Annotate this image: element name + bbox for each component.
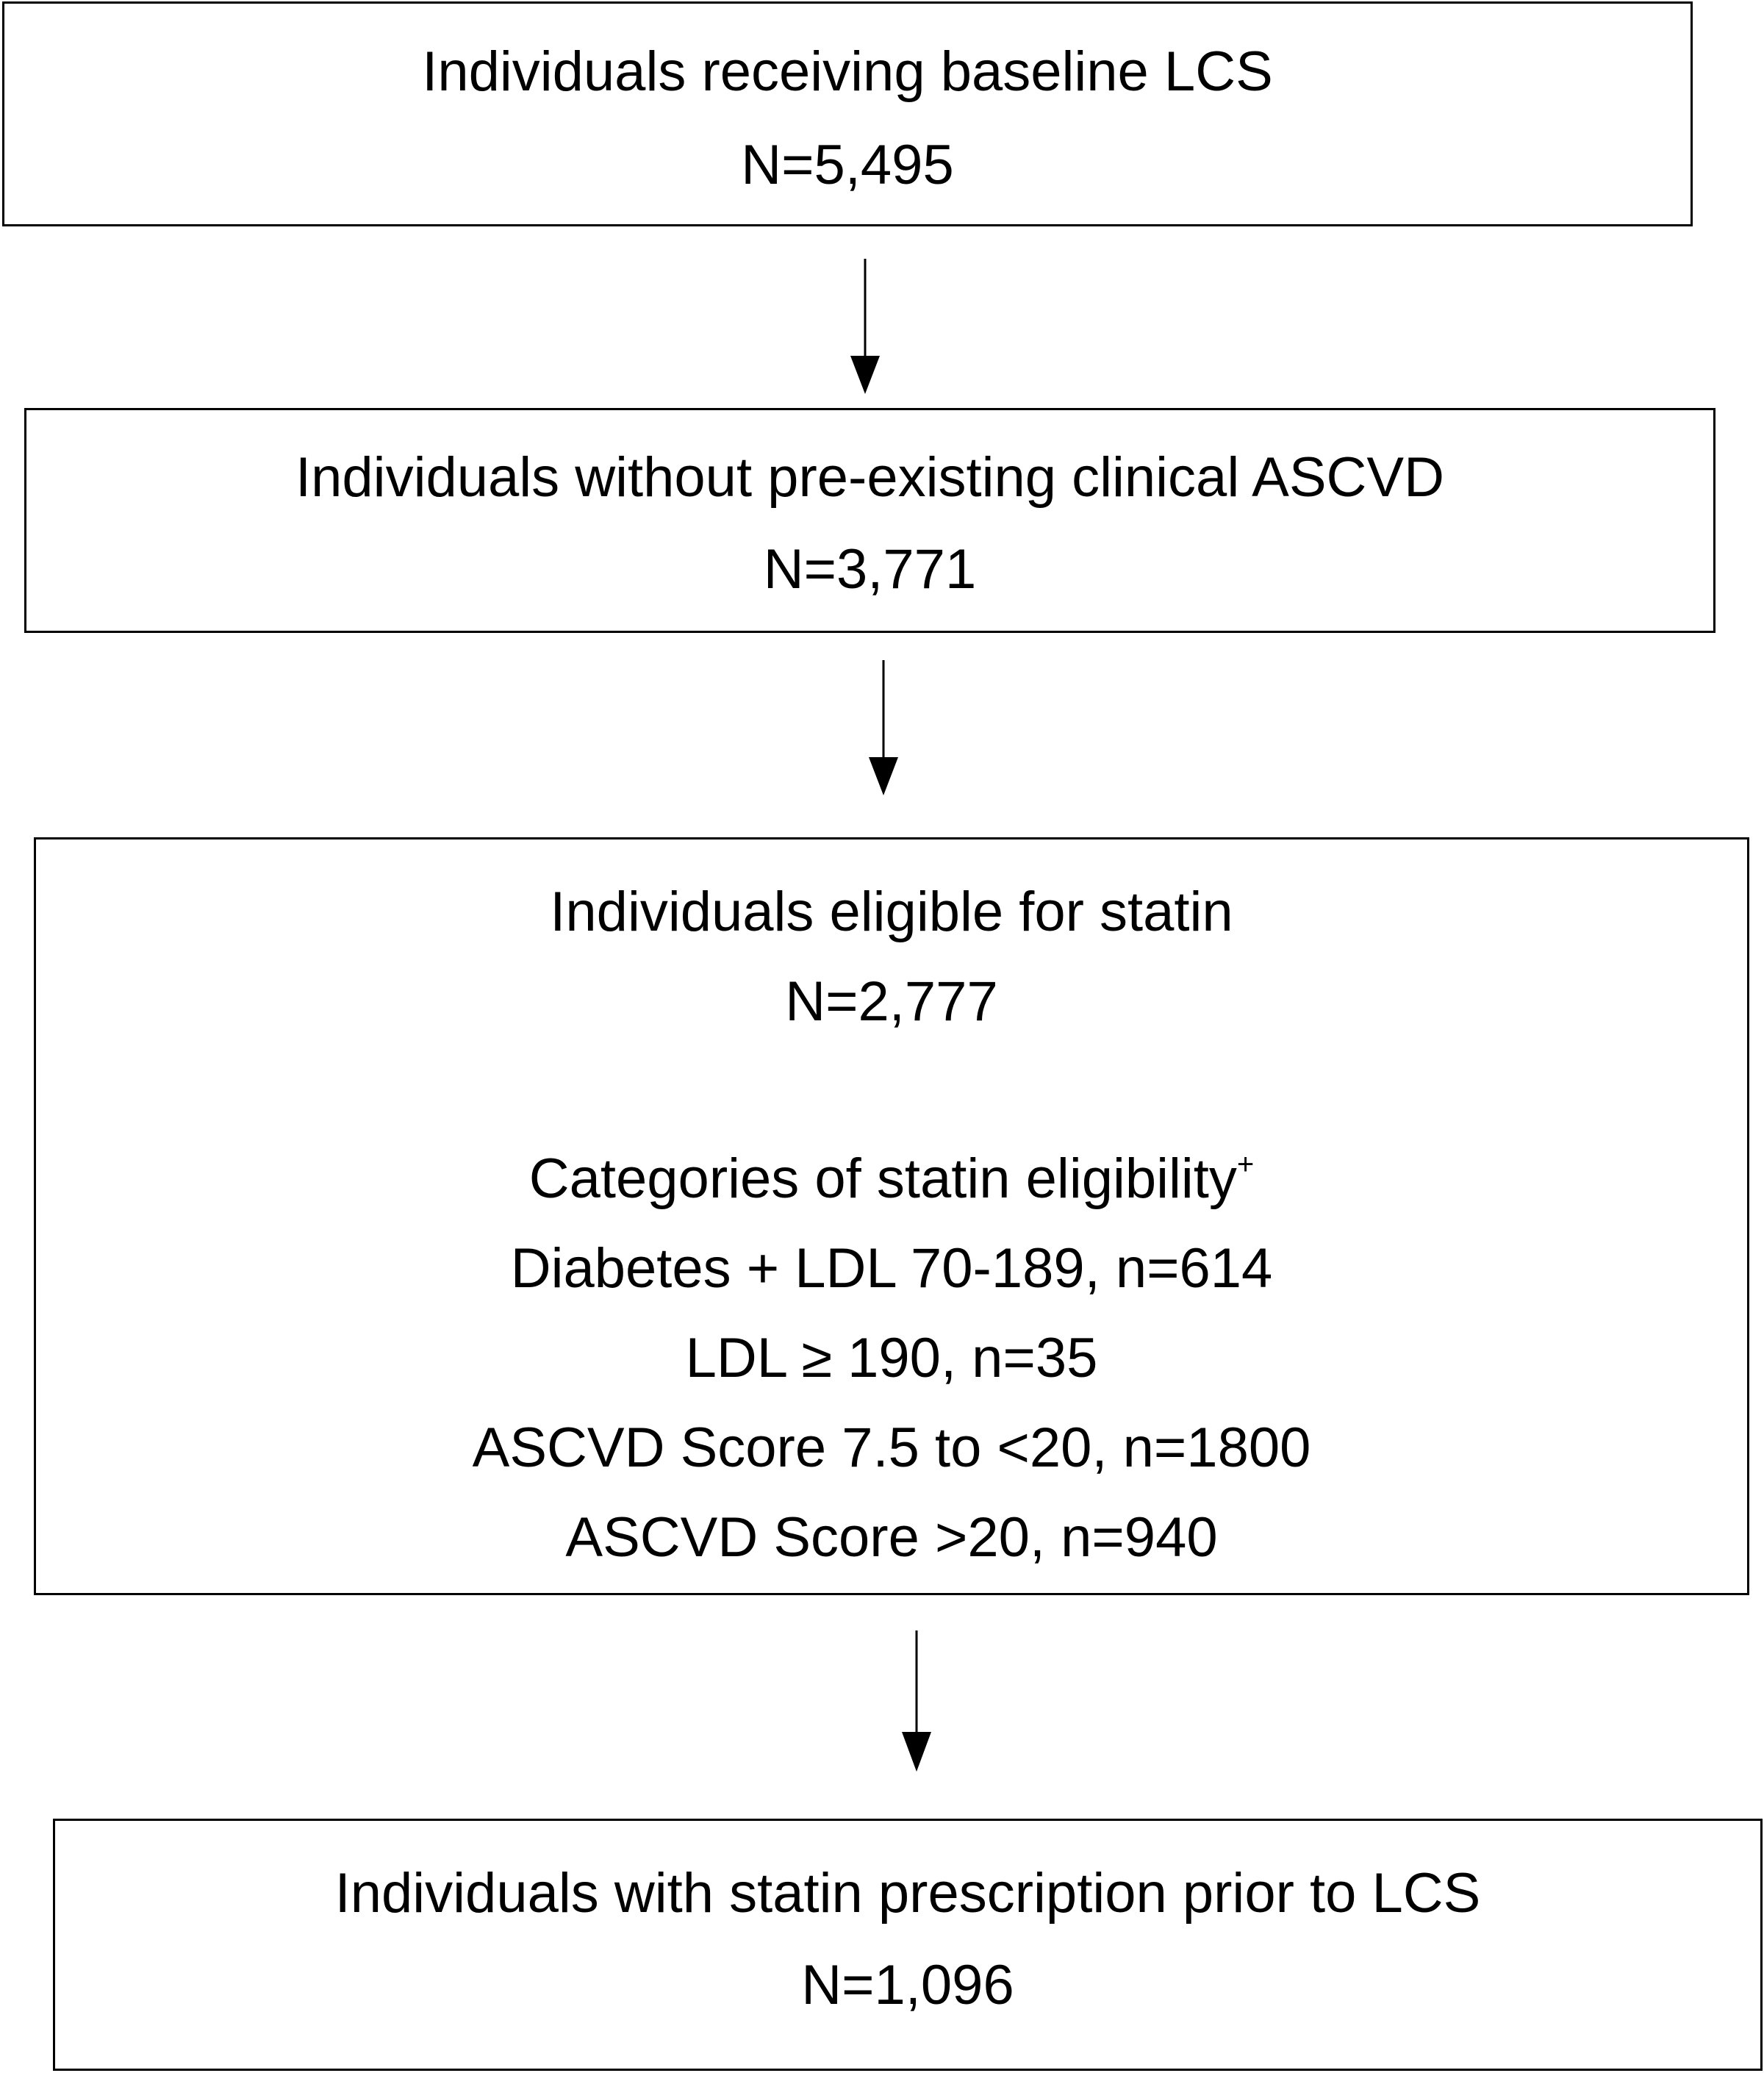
box-eligible-statin-title: Individuals eligible for statin <box>550 881 1233 943</box>
box-without-ascvd-title: Individuals without pre-existing clinical ASCVD <box>295 446 1444 509</box>
category-item: ASCVD Score 7.5 to <20, n=1800 <box>472 1417 1311 1479</box>
box-baseline-lcs-count: N=5,495 <box>741 134 954 196</box>
box-without-ascvd-count: N=3,771 <box>763 538 977 601</box>
categories-footnote-mark: + <box>1236 1148 1255 1181</box>
arrow-1 <box>850 259 880 394</box>
category-item: LDL ≥ 190, n=35 <box>685 1327 1098 1389</box>
arrow-2 <box>869 660 898 795</box>
box-baseline-lcs-title: Individuals receiving baseline LCS <box>422 40 1273 103</box>
box-statin-prescription-count: N=1,096 <box>801 1954 1014 2016</box>
arrow-3 <box>902 1630 931 1772</box>
box-statin-prescription-title: Individuals with statin prescription prior to LCS <box>334 1862 1481 1925</box>
box-eligible-statin-count: N=2,777 <box>785 970 998 1033</box>
category-item: ASCVD Score >20, n=940 <box>565 1506 1218 1569</box>
categories-heading-text: Categories of statin eligibility <box>528 1148 1237 1210</box>
category-item: Diabetes + LDL 70-189, n=614 <box>510 1237 1273 1300</box>
